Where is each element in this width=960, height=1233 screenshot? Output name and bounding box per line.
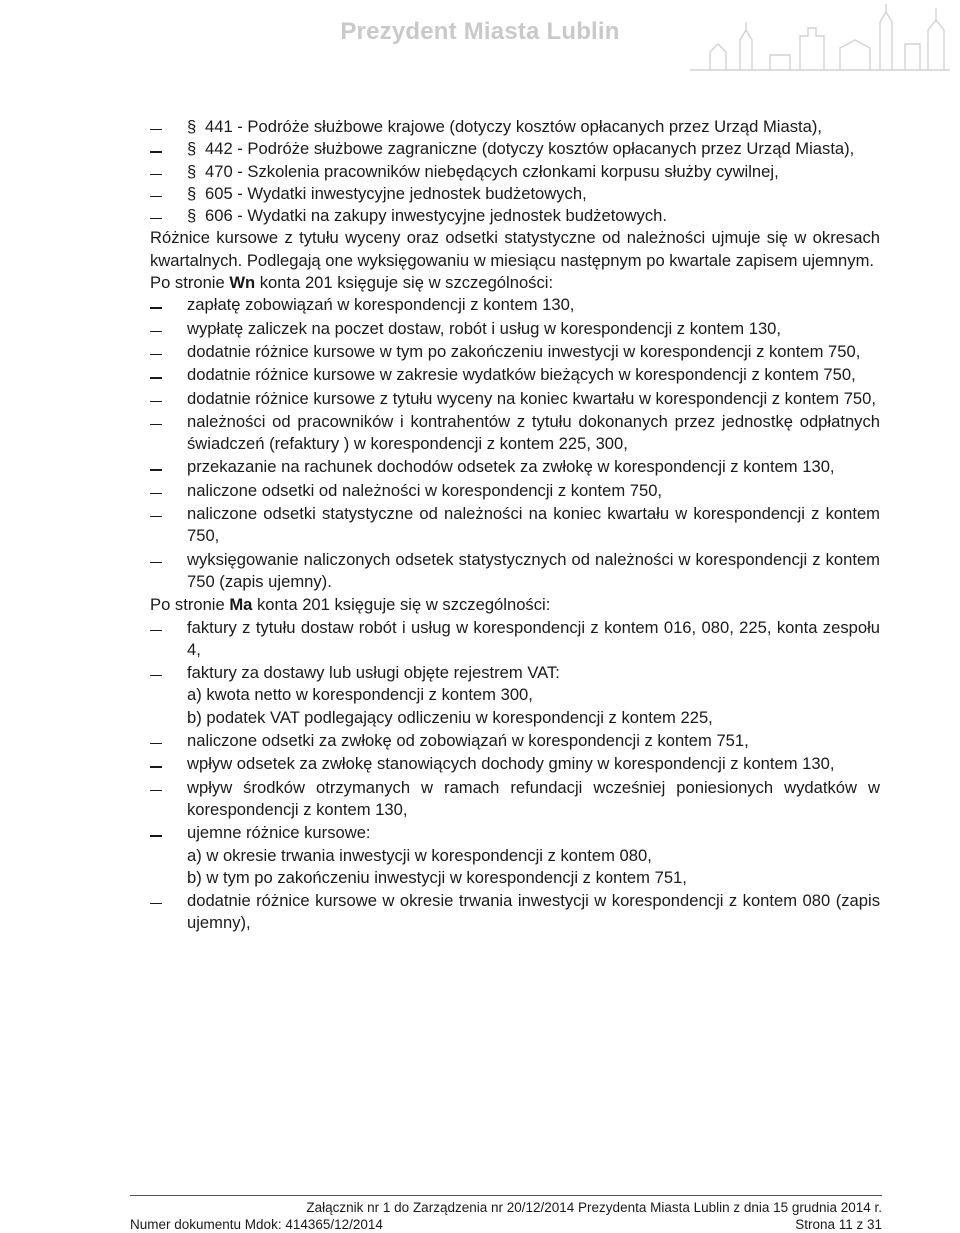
list-item <box>150 388 880 410</box>
list-item <box>150 364 880 386</box>
dash-bullet-icon <box>150 183 164 205</box>
list-item-text: wpływ środków otrzymanych w ramach refundacji wcześniej poniesionych wydatków w korespondencji z kontem 130, <box>187 777 880 819</box>
list-item <box>150 161 880 183</box>
list-item <box>150 777 880 822</box>
lead-text: Po stronie <box>150 273 230 293</box>
dash-bullet-icon <box>150 617 164 639</box>
dash-bullet-icon <box>150 730 164 752</box>
page-header-title: Prezydent Miasta Lublin <box>340 18 620 45</box>
list-item <box>150 753 880 775</box>
list-item <box>150 890 880 935</box>
list-item-text: zapłatę zobowiązań w korespondencji z kontem 130, <box>187 295 575 315</box>
dash-bullet-icon <box>150 890 164 912</box>
list-item-text: dodatnie różnice kursowe w tym po zakończeniu inwestycji w korespondencji z kontem 750, <box>187 341 861 361</box>
list-item <box>150 411 880 456</box>
lead-text: konta 201 księguje się w szczególności: <box>252 595 551 615</box>
list-item <box>150 456 880 478</box>
dash-bullet-icon <box>150 411 164 433</box>
section-sign-icon: § <box>187 139 197 159</box>
dash-bullet-icon <box>150 822 164 844</box>
lead-bold-ma: Ma <box>229 595 253 615</box>
list-item-text: 605 - Wydatki inwestycyjne jednostek budżetowych, <box>205 183 587 203</box>
list-item-text: wyksięgowanie naliczonych odsetek statystycznych od należności w korespondencji z kontem 750 (zapis ujemny). <box>187 549 880 591</box>
dash-bullet-icon <box>150 364 164 386</box>
list-subitem-text: b) podatek VAT podlegający odliczeniu w korespondencji z kontem 225, <box>187 707 713 727</box>
city-skyline-logo <box>680 0 960 80</box>
dash-bullet-icon <box>150 480 164 502</box>
dash-bullet-icon <box>150 662 164 684</box>
list-item-text: należności od pracowników i kontrahentów z tytułu dokonanych przez jednostkę odpłatnych świadczeń (refaktury ) w korespondencji z kontem 225, 300, <box>187 411 880 454</box>
wn-lead <box>150 272 880 294</box>
footer-attachment-note: Załącznik nr 1 do Zarządzenia nr 20/12/2014 Prezydenta Miasta Lublin z dnia 15 grudnia 2014 r. <box>306 1200 882 1215</box>
paragraph-exchange-differences: Różnice kursowe z tytułu wyceny oraz odsetki statystyczne od należności ujmuje się w okresach kwartalnych. Podlegają one wyksięgowaniu w miesiącu następnym po kwartale zapisem ujemnym. <box>150 228 880 270</box>
lead-text: konta 201 księguje się w szczególności: <box>255 273 554 293</box>
dash-bullet-icon <box>150 503 164 525</box>
list-item-text: wypłatę zaliczek na poczet dostaw, robót i usług w korespondencji z kontem 130, <box>187 318 782 338</box>
list-item-text: dodatnie różnice kursowe w okresie trwania inwestycji w korespondencji z kontem 080 (zapis ujemny), <box>187 891 880 933</box>
list-item-text: faktury z tytułu dostaw robót i usług w korespondencji z kontem 016, 080, 225, konta zespołu 4, <box>187 617 880 659</box>
section-sign-icon: § <box>187 206 197 226</box>
list-item <box>150 116 880 138</box>
list-subitem-text: a) kwota netto w korespondencji z kontem 300, <box>187 685 533 705</box>
section-sign-icon: § <box>187 183 197 203</box>
list-item-text: ujemne różnice kursowe: <box>187 823 371 843</box>
dash-bullet-icon <box>150 549 164 571</box>
section-sign-icon: § <box>187 117 197 136</box>
list-item <box>150 318 880 340</box>
list-item-text: dodatnie różnice kursowe z tytułu wyceny na koniec kwartału w korespondencji z kontem 750, <box>187 388 876 408</box>
dash-bullet-icon <box>150 341 164 363</box>
dash-bullet-icon <box>150 456 164 478</box>
list-item-text: 442 - Podróże służbowe zagraniczne (dotyczy kosztów opłacanych przez Urząd Miasta), <box>205 139 855 159</box>
list-item-text: naliczone odsetki statystyczne od należności na koniec kwartału w korespondencji z kontem 750, <box>187 504 880 546</box>
list-item <box>150 730 880 752</box>
dash-bullet-icon <box>150 318 164 340</box>
list-item <box>150 503 880 548</box>
lead-bold-wn: Wn <box>229 273 256 293</box>
dash-bullet-icon <box>150 205 164 227</box>
list-item <box>150 341 880 363</box>
ma-list <box>150 617 880 935</box>
list-subitem-text: b) w tym po zakończeniu inwestycji w korespondencji z kontem 751, <box>187 867 687 887</box>
footer-page-number: Strona 11 z 31 <box>795 1217 882 1232</box>
list-item-text: przekazanie na rachunek dochodów odsetek za zwłokę w korespondencji z kontem 130, <box>187 457 835 477</box>
list-item-text: 606 - Wydatki na zakupy inwestycyjne jednostek budżetowych. <box>205 206 667 226</box>
list-item-text: dodatnie różnice kursowe w zakresie wydatków bieżących w korespondencji z kontem 750, <box>187 365 856 385</box>
list-subitem-text: a) w okresie trwania inwestycji w korespondencji z kontem 080, <box>187 845 652 865</box>
section-sign-icon: § <box>187 161 197 181</box>
dash-bullet-icon <box>150 388 164 410</box>
wn-list <box>150 294 880 593</box>
list-item-text: naliczone odsetki za zwłokę od zobowiązań w korespondencji z kontem 751, <box>187 731 749 751</box>
list-item-text: 441 - Podróże służbowe krajowe (dotyczy kosztów opłacanych przez Urząd Miasta), <box>205 117 822 136</box>
list-item <box>150 617 880 662</box>
page-footer <box>130 1195 882 1232</box>
dash-bullet-icon <box>150 161 164 183</box>
list-item <box>150 183 880 205</box>
dash-bullet-icon <box>150 753 164 775</box>
footer-document-number: Numer dokumentu Mdok: 414365/12/2014 <box>130 1217 383 1232</box>
list-item-text: wpływ odsetek za zwłokę stanowiących dochody gminy w korespondencji z kontem 130, <box>187 754 835 774</box>
list-item <box>150 294 880 316</box>
list-item <box>150 138 880 160</box>
dash-bullet-icon <box>150 294 164 316</box>
list-item <box>150 822 880 889</box>
list-item-text: naliczone odsetki od należności w korespondencji z kontem 750, <box>187 480 663 500</box>
lead-text: Po stronie <box>150 595 230 615</box>
dash-bullet-icon <box>150 138 164 160</box>
dash-bullet-icon <box>150 116 164 138</box>
list-item <box>150 480 880 502</box>
document-body <box>150 116 880 936</box>
list-item <box>150 205 880 227</box>
ma-lead <box>150 594 880 616</box>
list-item-text: faktury za dostawy lub usługi objęte rejestrem VAT: <box>187 663 560 683</box>
list-item <box>150 662 880 729</box>
dash-bullet-icon <box>150 777 164 799</box>
list-item-text: 470 - Szkolenia pracowników niebędących członkami korpusu służby cywilnej, <box>205 161 779 181</box>
list-item <box>150 549 880 594</box>
